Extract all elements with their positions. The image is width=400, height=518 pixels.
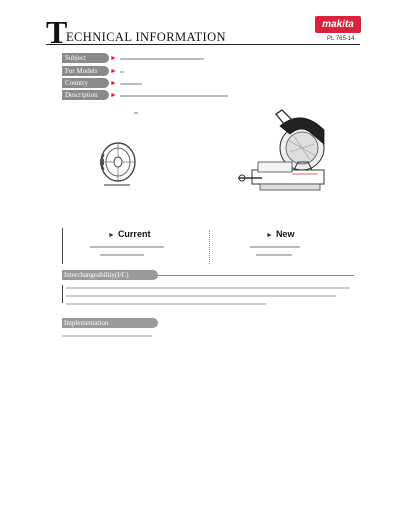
country-label: Country bbox=[62, 78, 109, 88]
section-bracket bbox=[62, 285, 63, 303]
country-value bbox=[120, 83, 142, 85]
wheel-part-illustration bbox=[96, 140, 142, 186]
text-line bbox=[66, 287, 350, 289]
new-column-title: ► New bbox=[266, 229, 295, 239]
callout-mark bbox=[134, 112, 138, 114]
triangle-icon: ► bbox=[108, 232, 115, 239]
text-line bbox=[66, 303, 266, 305]
triangle-icon: ► bbox=[266, 232, 273, 239]
country-arrow-icon: ► bbox=[110, 79, 117, 87]
implementation-heading: Implementation bbox=[62, 318, 158, 328]
title-initial: T bbox=[46, 14, 68, 50]
subject-arrow-icon: ► bbox=[110, 54, 117, 62]
interchangeability-heading: Interchangeability(I/C) bbox=[62, 270, 158, 280]
models-arrow-icon: ► bbox=[110, 67, 117, 75]
current-column-title: ► Current bbox=[108, 229, 151, 239]
subject-label: Subject bbox=[62, 53, 109, 63]
current-spec-line bbox=[100, 254, 144, 256]
text-line bbox=[66, 295, 336, 297]
new-spec-line bbox=[256, 254, 292, 256]
models-label: For Models bbox=[62, 66, 109, 76]
current-spec-line bbox=[90, 246, 164, 248]
title-underline bbox=[46, 44, 360, 45]
page-title: ECHNICAL INFORMATION bbox=[66, 30, 226, 44]
column-divider bbox=[209, 230, 210, 264]
section-rule bbox=[158, 275, 354, 276]
makita-logo: makita bbox=[315, 16, 361, 33]
subject-value bbox=[120, 58, 204, 60]
text-line bbox=[62, 335, 152, 337]
description-label: Description bbox=[62, 90, 109, 100]
document-code: PL 765-14 bbox=[327, 36, 355, 42]
description-arrow-icon: ► bbox=[110, 91, 117, 99]
cutoff-saw-illustration bbox=[232, 104, 332, 200]
models-value bbox=[120, 71, 124, 73]
new-spec-line bbox=[250, 246, 300, 248]
part-caption bbox=[104, 184, 130, 186]
description-value bbox=[120, 95, 228, 97]
